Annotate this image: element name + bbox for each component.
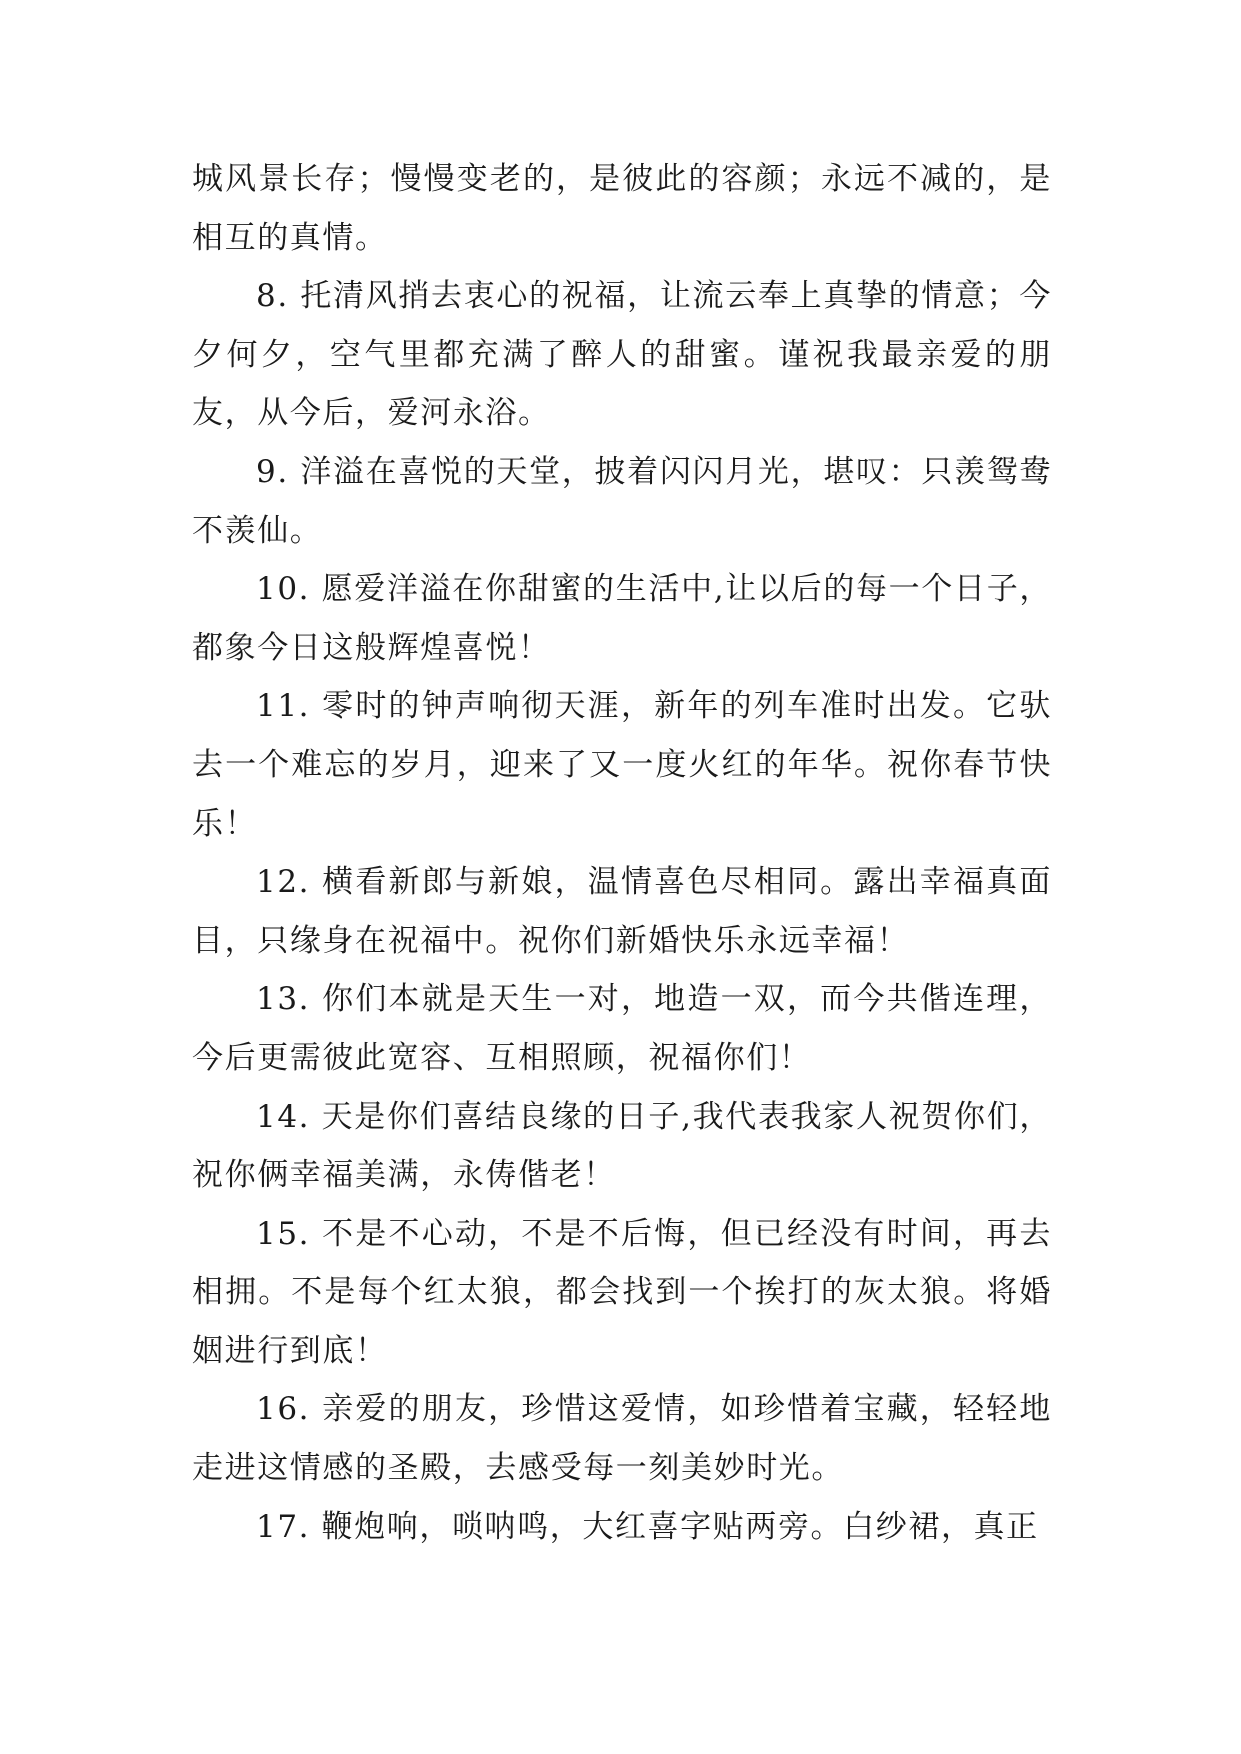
paragraph-item-17: 17. 鞭炮响，唢呐鸣，大红喜字贴两旁。白纱裙，真正 (256, 1508, 1039, 1545)
paragraph-continuation: 城风景长存；慢慢变老的，是彼此的容颜；永远不减的，是相互的真情。 (192, 161, 1052, 256)
paragraph-item-13: 13. 你们本就是天生一对，地造一双，而今共偕连理，今后更需彼此宽容、互相照顾，祝福你们！ (192, 981, 1052, 1076)
paragraph-item-15: 15. 不是不心动，不是不后悔，但已经没有时间，再去相拥。不是每个红太狼，都会找到一个挨打的灰太狼。将婚姻进行到底！ (192, 1215, 1052, 1369)
paragraph-item-11: 11. 零时的钟声响彻天涯，新年的列车准时出发。它驮去一个难忘的岁月，迎来了又一度火红的年华。祝你春节快乐！ (192, 688, 1052, 842)
paragraph-item-16: 16. 亲爱的朋友，珍惜这爱情，如珍惜着宝藏，轻轻地走进这情感的圣殿，去感受每一刻美妙时光。 (192, 1391, 1052, 1487)
paragraph-item-14: 14. 天是你们喜结良缘的日子,我代表我家人祝贺你们，祝你俩幸福美满，永俦偕老！ (192, 1098, 1052, 1194)
paragraph-item-8: 8. 托清风捎去衷心的祝福，让流云奉上真挚的情意；今夕何夕，空气里都充满了醉人的甜蜜。谨祝我最亲爱的朋友，从今后，爱河永浴。 (192, 278, 1052, 432)
paragraph-item-10: 10. 愿爱洋溢在你甜蜜的生活中,让以后的每一个日子，都象今日这般辉煌喜悦！ (192, 571, 1052, 666)
document-body (192, 150, 1052, 1556)
paragraph-item-9: 9. 洋溢在喜悦的天堂，披着闪闪月光，堪叹：只羡鸳鸯不羡仙。 (192, 453, 1052, 549)
paragraph-item-12: 12. 横看新郎与新娘，温情喜色尽相同。露出幸福真面目，只缘身在祝福中。祝你们新婚快乐永远幸福！ (192, 864, 1052, 959)
